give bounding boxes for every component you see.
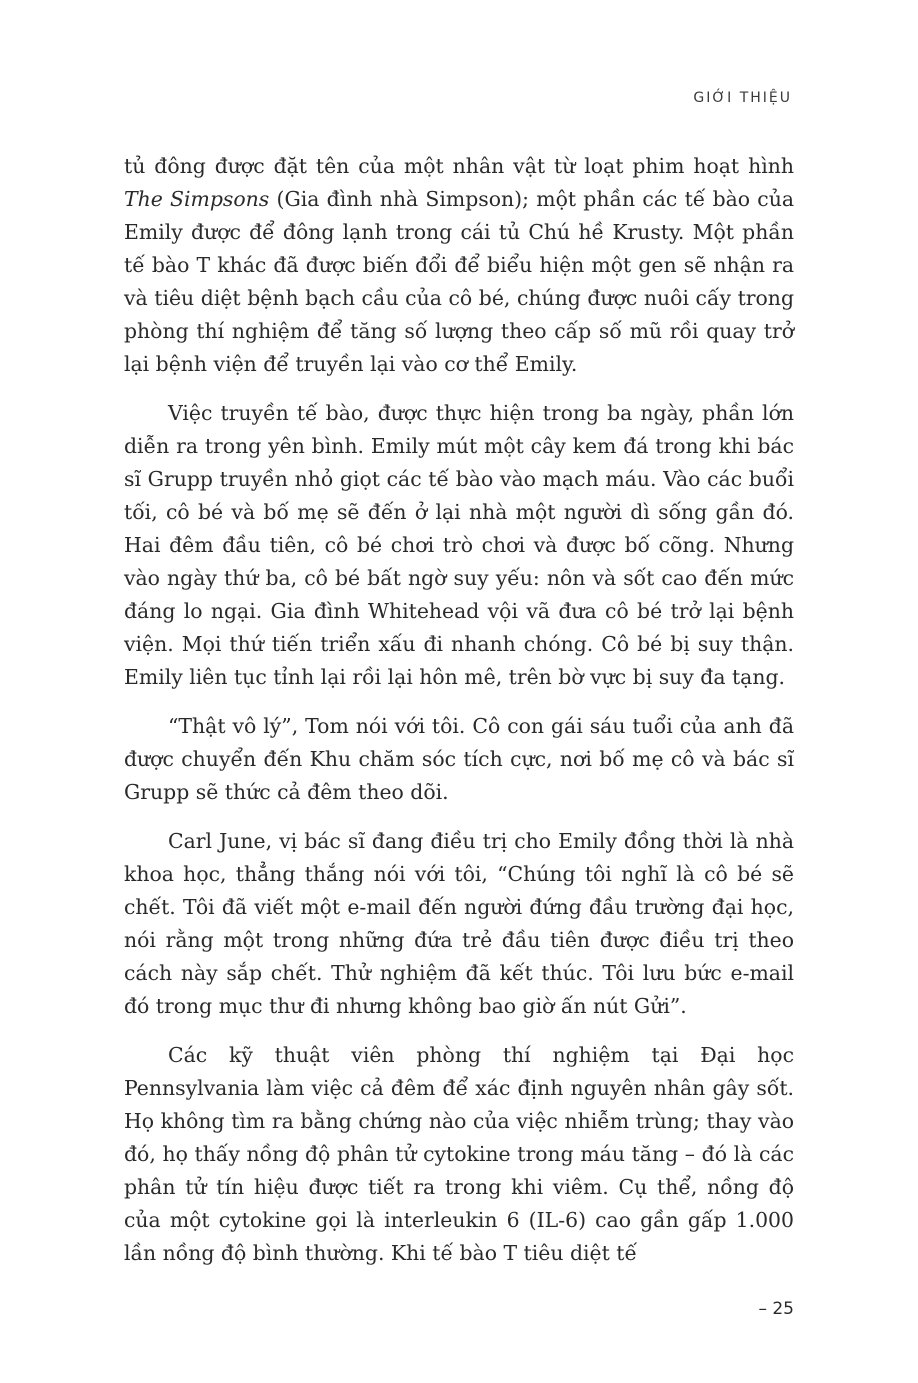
- running-header-chapter-title: GIỚI THIỆU: [693, 90, 792, 106]
- body-text: [124, 150, 794, 1270]
- paragraph-text-before: tủ đông được đặt tên của một nhân vật từ loạt phim hoạt hình: [124, 154, 794, 178]
- page-number: – 25: [758, 1299, 794, 1319]
- paragraph-continuation: [124, 150, 794, 381]
- paragraph-text-after: (Gia đình nhà Simpson); một phần các tế bào của Emily được để đông lạnh trong cái tủ Chú hề Krusty. Một phần tế bào T khác đã được biến đổi để biểu hiện một gen sẽ nhận ra và tiêu diệt bệnh bạch cầu của cô bé, chúng được nuôi cấy trong phòng thí nghiệm để tăng số lượng theo cấp số mũ rồi quay trở lại bệnh viện để truyền lại vào cơ thể Emily.: [124, 187, 795, 376]
- italic-title: The Simpsons: [124, 187, 270, 211]
- paragraph: Các kỹ thuật viên phòng thí nghiệm tại Đại học Pennsylvania làm việc cả đêm để xác định nguyên nhân gây sốt. Họ không tìm ra bằng chứng nào của việc nhiễm trùng; thay vào đó, họ thấy nồng độ phân tử cytokine trong máu tăng – đó là các phân tử tín hiệu được tiết ra trong khi viêm. Cụ thể, nồng độ của một cytokine gọi là interleukin 6 (IL-6) cao gần gấp 1.000 lần nồng độ bình thường. Khi tế bào T tiêu diệt tế: [124, 1043, 794, 1265]
- paragraph: “Thật vô lý”, Tom nói với tôi. Cô con gái sáu tuổi của anh đã được chuyển đến Khu chăm sóc tích cực, nơi bố mẹ cô và bác sĩ Grupp sẽ thức cả đêm theo dõi.: [124, 714, 794, 804]
- paragraph: Việc truyền tế bào, được thực hiện trong ba ngày, phần lớn diễn ra trong yên bình. Emily mút một cây kem đá trong khi bác sĩ Grupp truyền nhỏ giọt các tế bào vào mạch máu. Vào các buổi tối, cô bé và bố mẹ sẽ đến ở lại nhà một người dì sống gần đó. Hai đêm đầu tiên, cô bé chơi trò chơi và được bố cõng. Nhưng vào ngày thứ ba, cô bé bất ngờ suy yếu: nôn và sốt cao đến mức đáng lo ngại. Gia đình Whitehead vội vã đưa cô bé trở lại bệnh viện. Mọi thứ tiến triển xấu đi nhanh chóng. Cô bé bị suy thận. Emily liên tục tỉnh lại rồi lại hôn mê, trên bờ vực bị suy đa tạng.: [124, 401, 794, 689]
- paragraph: Carl June, vị bác sĩ đang điều trị cho Emily đồng thời là nhà khoa học, thẳng thắng nói với tôi, “Chúng tôi nghĩ là cô bé sẽ chết. Tôi đã viết một e-mail đến người đứng đầu trường đại học, nói rằng một trong những đứa trẻ đầu tiên được điều trị theo cách này sắp chết. Thử nghiệm đã kết thúc. Tôi lưu bức e-mail đó trong mục thư đi nhưng không bao giờ ấn nút Gửi”.: [124, 829, 794, 1018]
